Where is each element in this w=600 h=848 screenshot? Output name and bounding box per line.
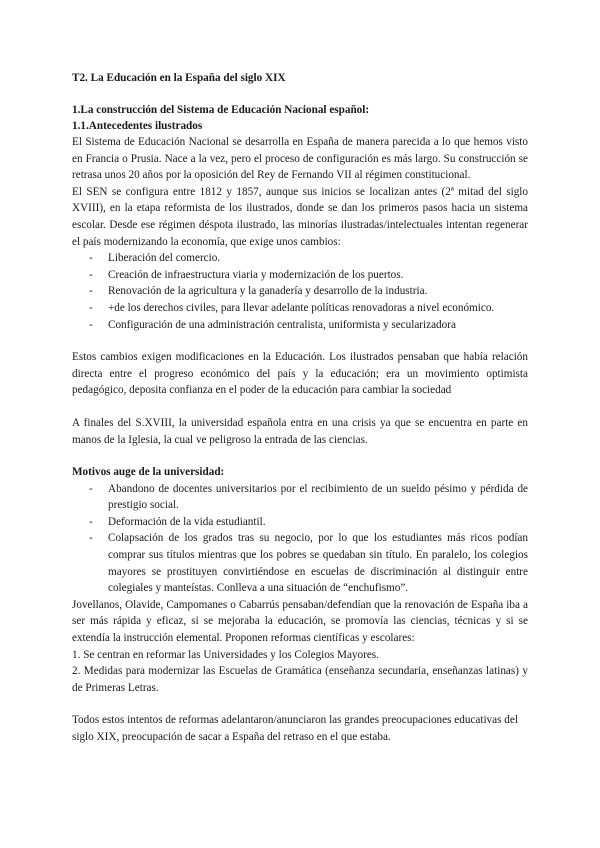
list-item: - Configuración de una administración centralista, uniformista y secularizadora <box>72 317 528 334</box>
list-item: - +de los derechos civiles, para llevar adelante políticas renovadoras a nivel económico. <box>72 300 528 317</box>
reform-item-1: 1. Se centran en reformar las Universidades y los Colegios Mayores. <box>72 648 379 661</box>
list-item: - Abandono de docentes universitarios por el recibimiento de un sueldo pésimo y pérdida de prestigio social. <box>72 481 528 514</box>
paragraph-5: Jovellanos, Olavide, Campomanes o Cabarrús pensaban/defendían que la renovación de España iba a ser más rápida y eficaz, si se mejoraba la educación, se promovía las ciencias, técnicas y si se extendía la instrucción elemental. Proponen reformas científicas y escolares: <box>72 598 528 645</box>
paragraph-6: Todos estos intentos de reformas adelantaron/anunciaron las grandes preocupaciones educativas del siglo XIX, preocupación de sacar a España del retraso en el que estaba. <box>72 714 518 743</box>
spacer <box>72 696 528 712</box>
spacer <box>72 448 528 464</box>
spacer <box>72 333 528 349</box>
motivos-list <box>72 481 528 597</box>
paragraph-1: El Sistema de Educación Nacional se desarrolla en España de manera parecida a lo que hemos visto en Francia o Prusia. Nace a la vez, pero el proceso de configuración es más largo. Su construcción se retrasa unos 20 años por la oposición del Rey de Fernando VII al régimen constitucional. <box>72 136 528 182</box>
list-item: - Liberación del comercio. <box>72 250 528 267</box>
list-item: - Creación de infraestructura viaria y modernización de los puertos. <box>72 267 528 284</box>
paragraph-2: El SEN se configura entre 1812 y 1857, aunque sus inicios se localizan antes (2ª mitad del siglo XVIII), en la etapa reformista de los ilustrados, donde se dan los primeros pasos hacia un sistema escolar. Desde ese régimen déspota ilustrado, las minorías ilustradas/intelectuales intentan regenerar el país modernizando la economía, que exige unos cambios: <box>72 185 528 248</box>
changes-list <box>72 250 528 333</box>
paragraph-3: Estos cambios exigen modificaciones en la Educación. Los ilustrados pensaban que había relación directa entre el progreso económico del país y la educación; era un movimiento optimista pedagógico, deposita confianza en el poder de la educación para cambiar la sociedad <box>72 351 528 397</box>
document-title: T2. La Educación en la España del siglo XIX <box>72 72 286 84</box>
motivos-heading: Motivos auge de la universidad: <box>72 466 225 479</box>
spacer <box>72 399 528 415</box>
reform-item-2: 2. Medidas para modernizar las Escuelas de Gramática (enseñanza secundaria, enseñanzas latinas) y de Primeras Letras. <box>72 665 528 694</box>
list-item: - Deformación de la vida estudiantil. <box>72 514 528 531</box>
list-item: - Colapsación de los grados tras su negocio, por lo que los estudiantes más ricos podían comprar sus títulos mientras que los pobres se quedaban sin título. En paralelo, los colegios mayores se prostituyen convirtiéndose en escuelas de discriminación al distinguir entre colegiales y manteístas. Conlleva a una situación de “enchufismo”. <box>72 530 528 596</box>
section-heading: 1.La construcción del Sistema de Educación Nacional español: <box>72 104 370 116</box>
subsection-heading: 1.1.Antecedentes ilustrados <box>72 120 203 132</box>
paragraph-4: A finales del S.XVIII, la universidad española entra en una crisis ya que se encuentra en parte en manos de la Iglesia, la cual ve peligroso la entrada de las ciencias. <box>72 416 528 446</box>
list-item: - Renovación de la agricultura y la ganadería y desarrollo de la industria. <box>72 283 528 300</box>
